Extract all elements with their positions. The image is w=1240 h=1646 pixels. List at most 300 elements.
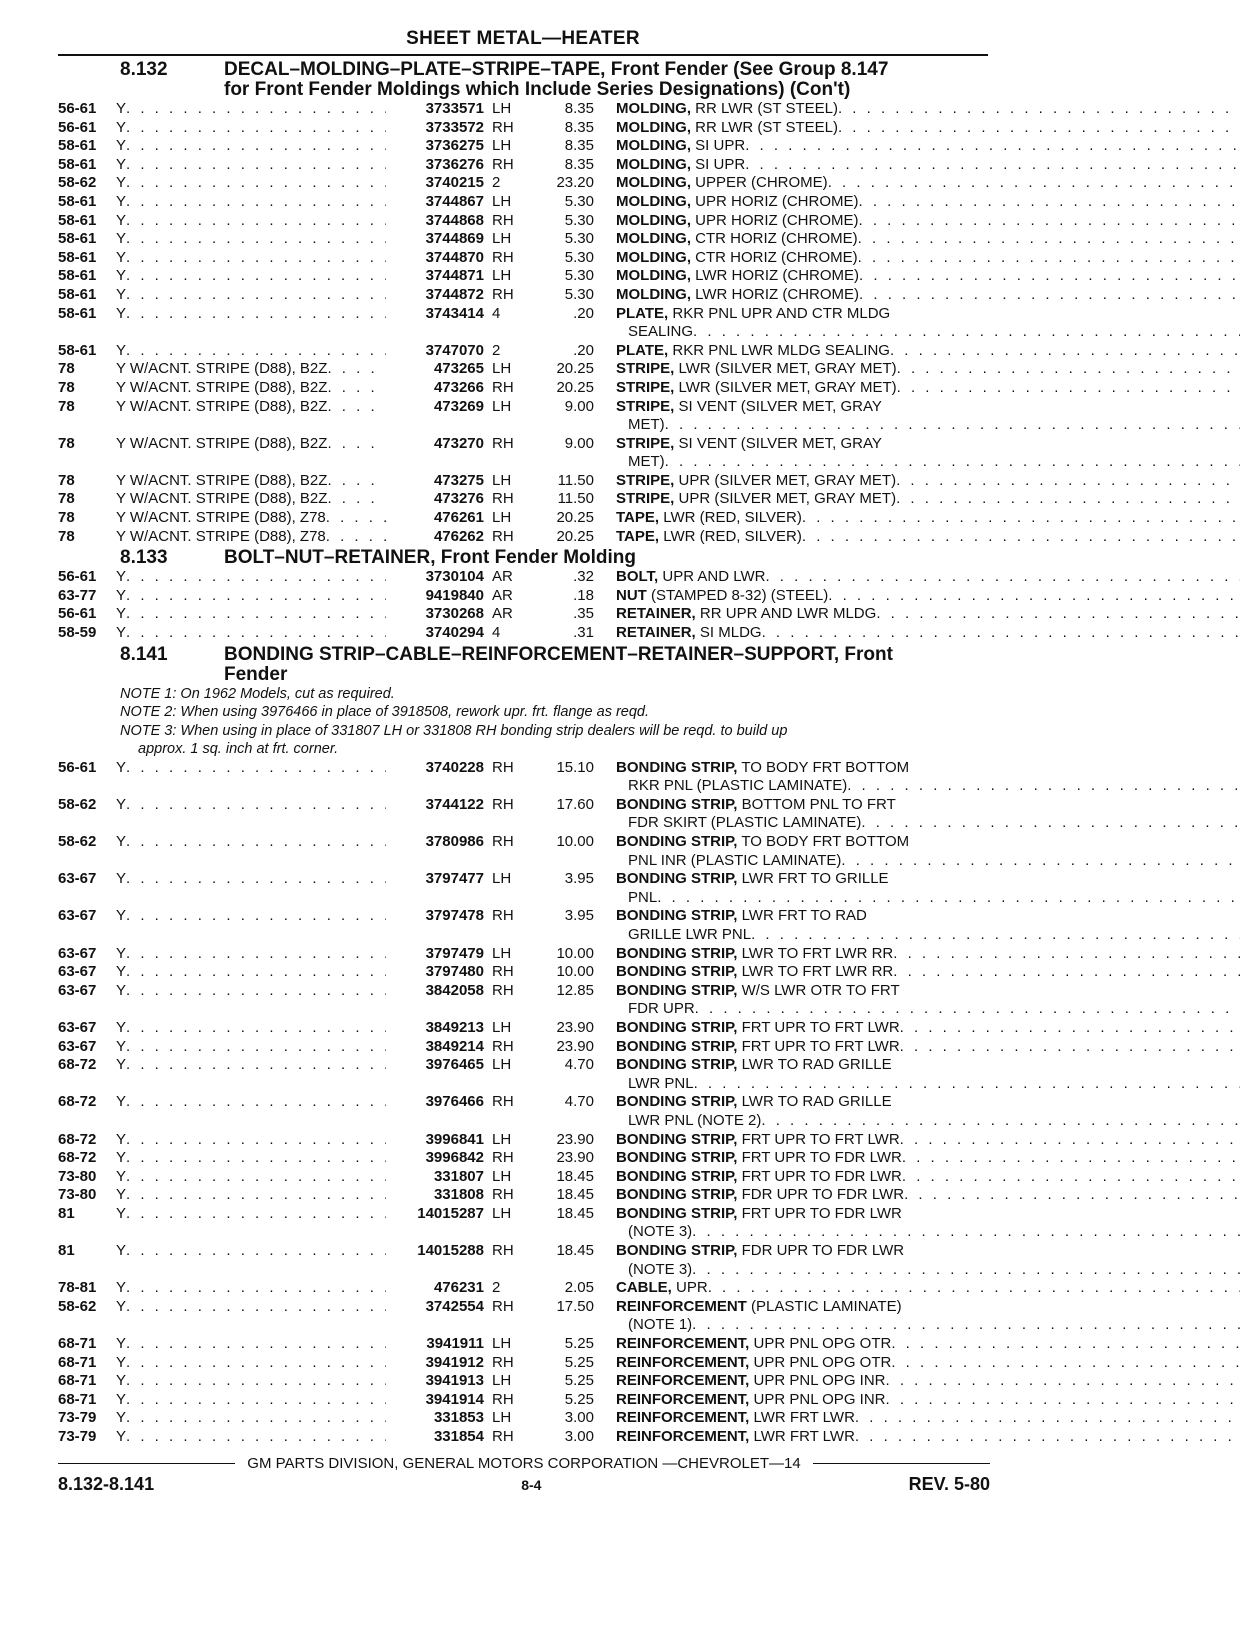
model-leader — [116, 833, 386, 852]
model-years: 78 — [58, 360, 75, 378]
model-text: Y W/ACNT. STRIPE (D88), B2Z — [116, 397, 328, 415]
description — [616, 945, 1240, 964]
model-code — [116, 870, 386, 907]
page-header-title: SHEET METAL—HEATER — [406, 28, 640, 49]
dot-leader — [708, 1279, 1240, 1298]
model-text: Y — [116, 1353, 127, 1371]
price: 17.50 — [556, 1297, 594, 1315]
model-years: 68-72 — [58, 1130, 97, 1148]
description-detail: LWR FRT TO GRILLE — [741, 870, 889, 888]
part-number: 3780986 — [425, 833, 484, 850]
note-line: approx. 1 sq. inch at frt. corner. — [138, 741, 339, 758]
description — [616, 156, 1240, 175]
description — [616, 435, 1240, 472]
description-text — [616, 472, 896, 491]
description-line — [616, 889, 1240, 908]
description-keyword: NUT — [616, 586, 647, 604]
price: 18.45 — [556, 1167, 594, 1185]
part-number: 473275 — [433, 471, 484, 489]
price: 23.90 — [556, 1037, 594, 1055]
description-text — [616, 509, 802, 528]
table-row — [58, 398, 988, 435]
description-detail: LWR PNL — [628, 1074, 694, 1092]
model-code — [116, 1335, 386, 1354]
section-title-line: DECAL–MOLDING–PLATE–STRIPE–TAPE, Front Fender (See Group 8.147 — [224, 59, 889, 80]
model-text: Y — [116, 907, 127, 925]
description-text — [616, 1242, 904, 1261]
table-row — [58, 490, 988, 509]
model-years: 68-71 — [58, 1390, 97, 1408]
dot-leader — [897, 379, 1240, 398]
table-row — [58, 137, 988, 156]
model-leader — [116, 119, 386, 138]
part-number: 3742554 — [425, 1297, 484, 1315]
description-line — [616, 963, 1240, 982]
price: 11.50 — [557, 490, 594, 508]
part-number: 476262 — [433, 527, 484, 545]
part-number: 3744871 — [425, 267, 484, 285]
part-number: 331807 — [433, 1167, 484, 1185]
description-text — [616, 230, 858, 249]
description-detail: LWR HORIZ (CHROME) — [695, 285, 860, 303]
dot-leader — [126, 1093, 386, 1112]
model-leader — [116, 1131, 386, 1150]
model-text: Y — [116, 1279, 127, 1297]
description — [616, 1242, 1240, 1279]
model-text: Y W/ACNT. STRIPE (D88), Z78 — [116, 509, 326, 527]
description-line — [616, 509, 1240, 528]
model-code — [116, 472, 386, 491]
description-keyword: BONDING STRIP, — [616, 1037, 738, 1055]
model-years: 78-81 — [58, 1279, 97, 1297]
dot-leader — [858, 230, 1240, 249]
description-detail: UPR PNL OPG INR — [753, 1372, 886, 1390]
description-keyword: MOLDING, — [616, 137, 691, 155]
description-text — [616, 963, 893, 982]
dot-leader — [126, 945, 386, 964]
model-years: 63-67 — [58, 963, 97, 981]
part-number: 3744870 — [425, 248, 484, 266]
model-code — [116, 1149, 386, 1168]
part-number: 3744867 — [425, 192, 484, 210]
model-years: 81 — [58, 1204, 75, 1222]
description — [616, 1335, 1240, 1354]
part-number: 473270 — [433, 434, 484, 452]
dot-leader — [694, 1075, 1240, 1094]
model-years: 68-71 — [58, 1335, 97, 1353]
model-text: Y — [116, 100, 127, 117]
quantity: RH — [492, 1390, 514, 1408]
model-years: 56-61 — [58, 605, 97, 623]
description-detail: SI MLDG — [699, 624, 762, 642]
description-line — [616, 777, 1240, 796]
table-row — [58, 1354, 988, 1373]
dot-leader — [126, 1279, 386, 1298]
description — [616, 1428, 1240, 1447]
part-number: 3740294 — [425, 624, 484, 642]
quantity: LH — [492, 944, 512, 962]
dot-leader — [126, 249, 386, 268]
model-code — [116, 1298, 386, 1335]
dot-leader — [327, 398, 386, 417]
description-text — [616, 342, 890, 361]
table-row — [58, 1242, 988, 1279]
part-number: 3797477 — [425, 870, 484, 888]
description-keyword: MOLDING, — [616, 285, 691, 303]
description-text — [616, 1428, 855, 1447]
description-detail: LWR TO FRT LWR RR — [741, 944, 894, 962]
model-text: Y W/ACNT. STRIPE (D88), B2Z — [116, 360, 328, 378]
description-keyword: PLATE, — [616, 341, 669, 359]
description-line — [616, 870, 1240, 889]
table-row — [58, 1038, 988, 1057]
model-code — [116, 528, 386, 547]
model-code — [116, 509, 386, 528]
description-detail: UPPER (CHROME) — [695, 174, 828, 192]
price: 9.00 — [564, 397, 594, 415]
description-text — [616, 1168, 902, 1187]
description-text — [616, 212, 859, 231]
model-text: Y — [116, 118, 127, 136]
quantity: LH — [492, 397, 512, 415]
price: 10.00 — [556, 833, 594, 850]
dot-leader — [657, 889, 1240, 908]
description-keyword: MOLDING, — [616, 174, 691, 192]
model-code — [116, 137, 386, 156]
description-keyword: RETAINER, — [616, 605, 696, 623]
description-keyword: BOLT, — [616, 568, 659, 586]
description-detail: FRT UPR TO FRT LWR — [741, 1037, 900, 1055]
price: 3.00 — [564, 1428, 594, 1445]
quantity: RH — [492, 285, 514, 303]
description — [616, 796, 1240, 833]
dot-leader — [326, 528, 386, 547]
model-years: 56-61 — [58, 758, 97, 776]
part-number: 3941911 — [426, 1335, 484, 1353]
model-code — [116, 1391, 386, 1410]
description-detail: MET) — [628, 416, 665, 434]
model-text: Y W/ACNT. STRIPE (D88), Z78 — [116, 527, 326, 545]
section-title — [224, 645, 988, 685]
table-row — [58, 360, 988, 379]
model-text: Y — [116, 605, 127, 623]
description-detail: FDR UPR TO FDR LWR — [741, 1186, 905, 1204]
dot-leader — [891, 1335, 1240, 1354]
quantity: RH — [492, 378, 514, 396]
dot-leader — [828, 587, 1240, 606]
description-keyword: PLATE, — [616, 304, 669, 322]
description — [616, 1354, 1240, 1373]
description-detail: LWR HORIZ (CHROME) — [695, 267, 860, 285]
price: 8.35 — [564, 137, 594, 155]
description-line — [616, 1261, 1240, 1280]
quantity: LH — [492, 1204, 512, 1222]
price: 4.70 — [564, 1056, 594, 1074]
footer-rule-right — [813, 1463, 990, 1464]
quantity: RH — [492, 155, 514, 173]
dot-leader — [126, 568, 386, 587]
quantity: RH — [492, 963, 514, 981]
description-text — [616, 119, 838, 138]
price: 10.00 — [556, 963, 594, 981]
table-row — [58, 833, 988, 870]
table-row — [58, 342, 988, 361]
model-code — [116, 286, 386, 305]
description-text — [616, 1372, 885, 1391]
table-row — [58, 1298, 988, 1335]
quantity: RH — [492, 833, 514, 850]
dot-leader — [828, 174, 1240, 193]
dot-leader — [693, 323, 1240, 342]
part-number: 3797479 — [425, 944, 484, 962]
price: 23.20 — [556, 174, 594, 192]
table-row — [58, 605, 988, 624]
model-code — [116, 1409, 386, 1428]
description-text — [628, 453, 665, 472]
note-line: NOTE 2: When using 3976466 in place of 3918508, rework upr. frt. flange as reqd. — [120, 704, 650, 721]
dot-leader — [900, 1038, 1240, 1057]
description-line — [616, 568, 1240, 587]
description-detail: UPR — [676, 1279, 708, 1297]
quantity: LH — [492, 471, 512, 489]
dot-leader — [126, 1131, 386, 1150]
description-detail: LWR FRT LWR — [753, 1428, 855, 1445]
description-keyword: CABLE, — [616, 1279, 672, 1297]
description-text — [616, 1038, 900, 1057]
model-text: Y — [116, 1056, 127, 1074]
description-keyword: REINFORCEMENT, — [616, 1353, 750, 1371]
dot-leader — [327, 435, 386, 454]
description — [616, 1409, 1240, 1428]
quantity: 2 — [492, 1279, 501, 1297]
description-text — [616, 398, 882, 417]
description-detail: (STAMPED 8-32) (STEEL) — [651, 586, 829, 604]
price: 15.10 — [556, 758, 594, 776]
model-code — [116, 342, 386, 361]
model-text: Y — [116, 586, 127, 604]
description-text — [616, 1149, 902, 1168]
description-detail: RR UPR AND LWR MLDG — [699, 605, 877, 623]
model-code — [116, 1093, 386, 1130]
dot-leader — [126, 230, 386, 249]
model-leader — [116, 1372, 386, 1391]
part-number: 3996842 — [425, 1149, 484, 1167]
dot-leader — [126, 982, 386, 1001]
model-years: 73-80 — [58, 1186, 97, 1204]
description-keyword: STRIPE, — [616, 490, 675, 508]
dot-leader — [896, 472, 1240, 491]
description-line — [616, 982, 1240, 1001]
description — [616, 379, 1240, 398]
description-line — [616, 137, 1240, 156]
dot-leader — [126, 796, 386, 815]
model-text: Y W/ACNT. STRIPE (D88), B2Z — [116, 471, 328, 489]
description-detail: UPR PNL OPG OTR — [753, 1335, 892, 1353]
table-row — [58, 193, 988, 212]
part-number: 3733571 — [425, 100, 484, 117]
dot-leader — [692, 1316, 1240, 1335]
description — [616, 1019, 1240, 1038]
description-detail: SI UPR — [695, 137, 746, 155]
description-detail: FRT UPR TO FRT LWR — [741, 1130, 900, 1148]
quantity: 2 — [492, 174, 501, 192]
section-title-line: BOLT–NUT–RETAINER, Front Fender Molding — [224, 547, 636, 569]
model-code — [116, 982, 386, 1019]
model-text: Y — [116, 1297, 127, 1315]
description-line — [616, 1279, 1240, 1298]
model-text: Y — [116, 1335, 127, 1353]
table-row — [58, 379, 988, 398]
dot-leader — [900, 1131, 1240, 1150]
dot-leader — [126, 1149, 386, 1168]
part-number: 3730268 — [425, 605, 484, 623]
table-row — [58, 119, 988, 138]
description — [616, 1186, 1240, 1205]
table-row — [58, 249, 988, 268]
price: 9.00 — [564, 434, 594, 452]
model-text: Y — [116, 870, 127, 888]
part-number: 331853 — [433, 1409, 484, 1427]
part-number: 3941912 — [425, 1353, 484, 1371]
description — [616, 360, 1240, 379]
description-text — [616, 833, 909, 852]
model-years: 78 — [58, 378, 75, 396]
description-detail: SI VENT (SILVER MET, GRAY — [678, 397, 882, 415]
price: .18 — [573, 586, 594, 604]
quantity: RH — [492, 118, 514, 136]
table-row — [58, 870, 988, 907]
description-keyword: BONDING STRIP, — [616, 1204, 738, 1222]
part-number: 3744869 — [425, 230, 484, 248]
table-row — [58, 1391, 988, 1410]
description-detail: UPR HORIZ (CHROME) — [695, 211, 859, 229]
dot-leader — [859, 212, 1240, 231]
quantity: AR — [492, 605, 513, 623]
table-row — [58, 156, 988, 175]
description-detail: UPR PNL OPG INR — [753, 1390, 886, 1408]
description-line — [616, 1242, 1240, 1261]
description-line — [616, 1372, 1240, 1391]
description-detail: RR LWR (ST STEEL) — [695, 100, 838, 117]
price: 5.30 — [564, 267, 594, 285]
description-detail: (NOTE 1) — [628, 1316, 693, 1334]
dot-leader — [859, 267, 1240, 286]
model-text: Y — [116, 1130, 127, 1148]
model-leader — [116, 398, 386, 417]
model-years: 58-61 — [58, 137, 97, 155]
model-code — [116, 174, 386, 193]
description-text — [616, 174, 828, 193]
description-line — [616, 342, 1240, 361]
description-text — [628, 1223, 692, 1242]
price: 18.45 — [556, 1186, 594, 1204]
dot-leader — [762, 624, 1240, 643]
description-keyword: BONDING STRIP, — [616, 1167, 738, 1185]
description-keyword: BONDING STRIP, — [616, 833, 738, 850]
description-detail: FDR UPR TO FDR LWR — [741, 1242, 905, 1260]
description-line — [616, 1149, 1240, 1168]
description-line — [616, 156, 1240, 175]
description — [616, 1205, 1240, 1242]
dot-leader — [692, 1261, 1240, 1280]
table-row — [58, 1093, 988, 1130]
description-text — [616, 1056, 892, 1075]
model-leader — [116, 945, 386, 964]
price: 8.35 — [564, 100, 594, 117]
description-line — [616, 435, 1240, 454]
quantity: LH — [492, 1335, 512, 1353]
description-text — [616, 1335, 891, 1354]
catalog-page — [58, 28, 988, 1447]
description-line — [616, 212, 1240, 231]
description-text — [616, 568, 765, 587]
table-row — [58, 435, 988, 472]
description-keyword: MOLDING, — [616, 267, 691, 285]
model-text: Y — [116, 833, 127, 850]
model-code — [116, 379, 386, 398]
description-text — [616, 1093, 892, 1112]
description — [616, 137, 1240, 156]
model-text: Y — [116, 304, 127, 322]
quantity: 2 — [492, 341, 501, 359]
quantity: AR — [492, 586, 513, 604]
model-years: 78 — [58, 490, 75, 508]
dot-leader — [126, 119, 386, 138]
part-number: 3797480 — [425, 963, 484, 981]
description-detail: RKR PNL (PLASTIC LAMINATE) — [628, 777, 848, 795]
dot-leader — [126, 587, 386, 606]
quantity: RH — [492, 1297, 514, 1315]
price: 23.90 — [556, 1149, 594, 1167]
model-years: 58-61 — [58, 230, 97, 248]
description — [616, 1149, 1240, 1168]
description — [616, 212, 1240, 231]
table-row — [58, 1019, 988, 1038]
description-line — [616, 1168, 1240, 1187]
description-line — [616, 1409, 1240, 1428]
description-line — [616, 286, 1240, 305]
description-line — [616, 323, 1240, 342]
model-leader — [116, 1038, 386, 1057]
model-code — [116, 796, 386, 833]
price: 18.45 — [556, 1242, 594, 1260]
description-text — [616, 379, 897, 398]
dot-leader — [126, 342, 386, 361]
section-heading — [58, 645, 988, 685]
model-code — [116, 1168, 386, 1187]
dot-leader — [893, 945, 1240, 964]
description-text — [628, 889, 657, 908]
description — [616, 1056, 1240, 1093]
part-number: 3976465 — [425, 1056, 484, 1074]
model-code — [116, 833, 386, 870]
model-years: 63-67 — [58, 981, 97, 999]
dot-leader — [326, 509, 386, 528]
dot-leader — [841, 852, 1240, 871]
part-number: 3744872 — [425, 285, 484, 303]
dot-leader — [745, 156, 1240, 175]
model-code — [116, 193, 386, 212]
description-text — [616, 605, 876, 624]
description-line — [616, 759, 1240, 778]
description-text — [616, 907, 867, 926]
model-years: 63-77 — [58, 586, 97, 604]
description-detail: FRT UPR TO FRT LWR — [741, 1018, 900, 1036]
model-code — [116, 1186, 386, 1205]
description-line — [616, 453, 1240, 472]
model-leader — [116, 230, 386, 249]
price: .31 — [573, 624, 594, 642]
